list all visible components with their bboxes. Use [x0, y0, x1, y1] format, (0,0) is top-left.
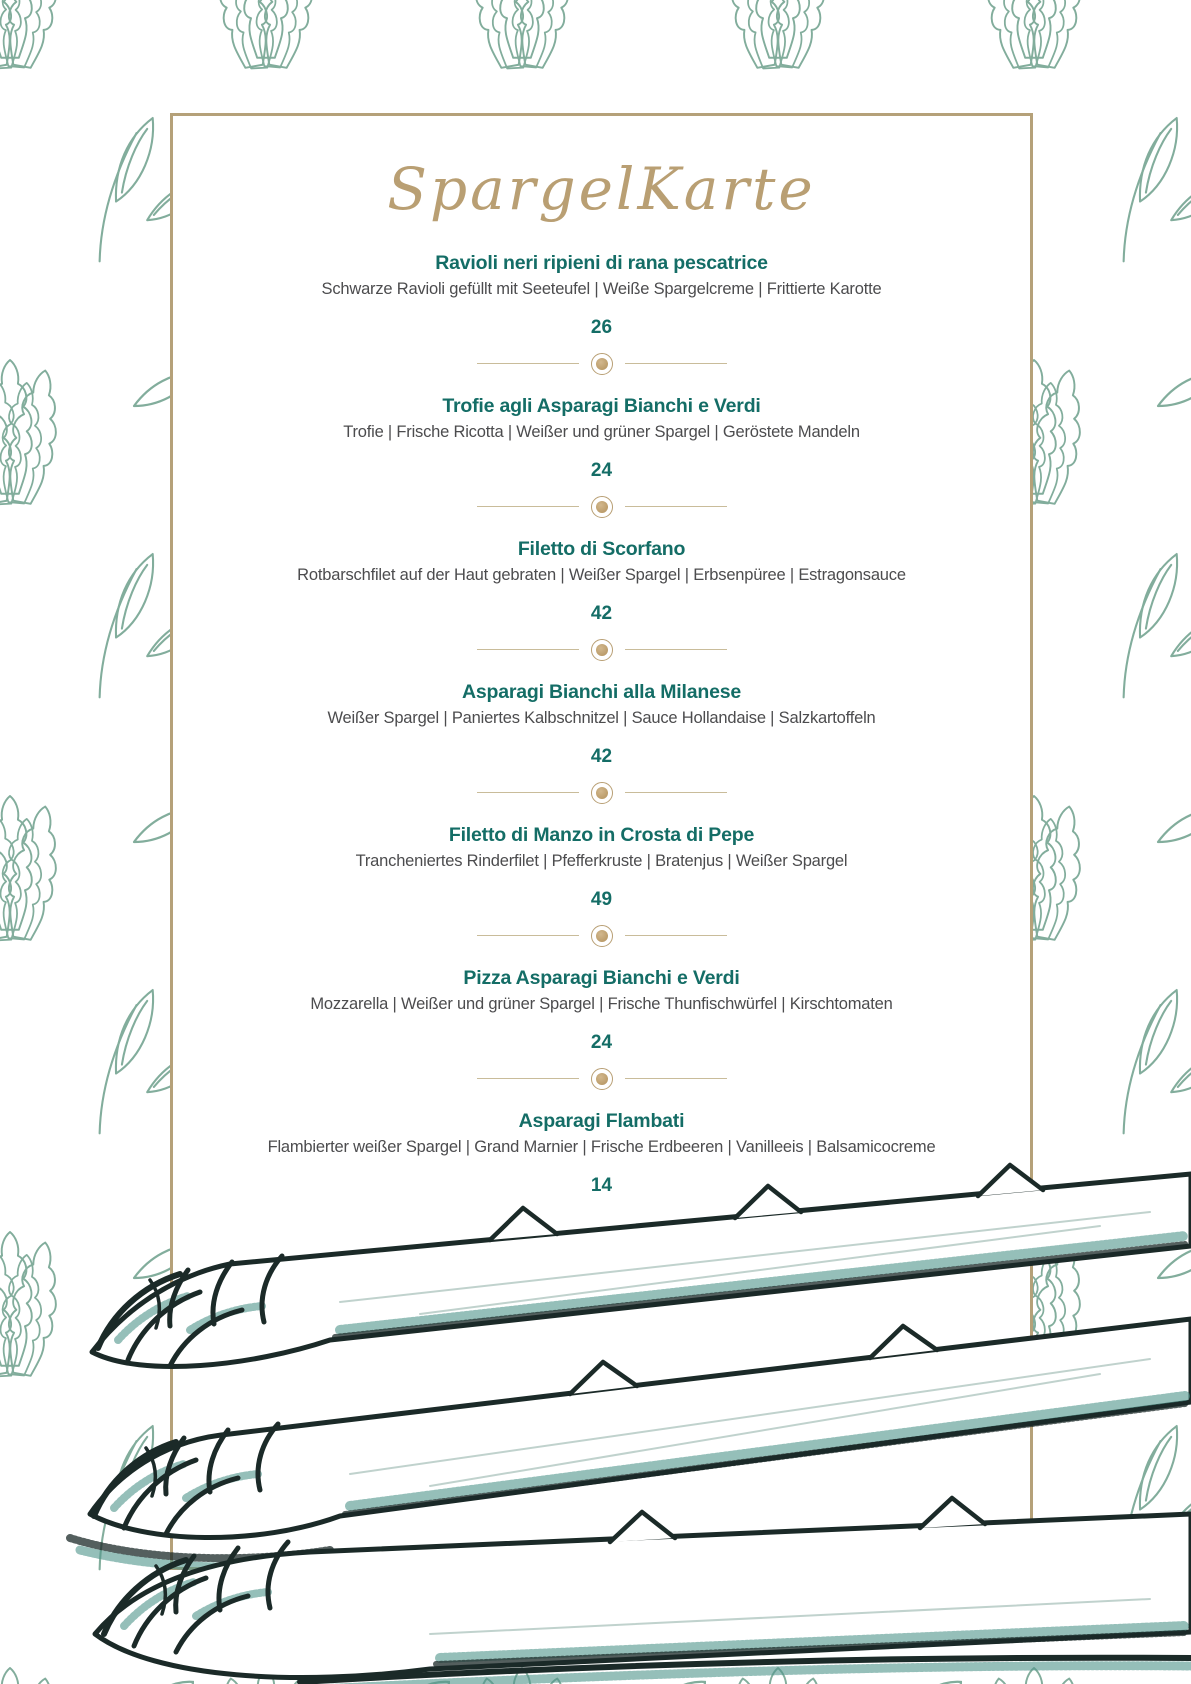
divider-dot-icon [596, 930, 608, 942]
divider-dot-icon [596, 1073, 608, 1085]
item-description: Trofie | Frische Ricotta | Weißer und grüner Spargel | Geröstete Mandeln [343, 422, 860, 441]
asparagus-illustration [0, 1134, 1191, 1684]
item-description: Mozzarella | Weißer und grüner Spargel | Frische Thunfischwürfel | Kirschtomaten [310, 994, 893, 1013]
divider-ornament [477, 1066, 727, 1092]
menu-item [170, 395, 1033, 482]
divider-line [477, 935, 579, 937]
menu-item [170, 681, 1033, 768]
divider-ornament [477, 494, 727, 520]
item-name: Filetto di Scorfano [517, 537, 686, 560]
divider-ornament [477, 780, 727, 806]
divider-ornament [477, 923, 727, 949]
divider-dot-icon [596, 358, 608, 370]
divider-line [477, 1078, 579, 1080]
menu-item [170, 538, 1033, 625]
divider-line [625, 363, 727, 365]
menu-item [170, 252, 1033, 339]
divider-line [625, 792, 727, 794]
divider-circle-icon [591, 353, 613, 375]
menu-item [170, 967, 1033, 1054]
divider-ornament [477, 351, 727, 377]
item-price: 49 [590, 888, 613, 910]
divider-dot-icon [596, 644, 608, 656]
divider-line [625, 935, 727, 937]
item-name: Trofie agli Asparagi Bianchi e Verdi [442, 394, 761, 417]
item-description: Rotbarschfilet auf der Haut gebraten | Weißer Spargel | Erbsenpüree | Estragonsauce [297, 565, 906, 584]
divider-dot-icon [596, 501, 608, 513]
item-name: Asparagi Flambati [518, 1109, 685, 1132]
menu-item [170, 824, 1033, 911]
divider-line [625, 649, 727, 651]
item-name: Filetto di Manzo in Crosta di Pepe [448, 823, 755, 846]
divider-ornament [477, 637, 727, 663]
divider-line [477, 506, 579, 508]
divider-circle-icon [591, 1068, 613, 1090]
divider-circle-icon [591, 925, 613, 947]
item-price: 24 [590, 1031, 613, 1053]
item-name: Pizza Asparagi Bianchi e Verdi [463, 966, 740, 989]
item-name: Ravioli neri ripieni di rana pescatrice [435, 251, 768, 274]
menu-item-list [170, 252, 1033, 1197]
divider-line [477, 792, 579, 794]
divider-circle-icon [591, 782, 613, 804]
divider-dot-icon [596, 787, 608, 799]
divider-line [625, 1078, 727, 1080]
divider-circle-icon [591, 496, 613, 518]
item-description: Schwarze Ravioli gefüllt mit Seeteufel | Weiße Spargelcreme | Frittierte Karotte [321, 279, 882, 298]
divider-line [625, 506, 727, 508]
item-name: Asparagi Bianchi alla Milanese [461, 680, 742, 703]
page-title: SpargelKarte [387, 155, 816, 223]
item-description: Flambierter weißer Spargel | Grand Marnier | Frische Erdbeeren | Vanilleeis | Balsamicocreme [267, 1137, 936, 1156]
item-price: 14 [590, 1174, 613, 1196]
divider-line [477, 649, 579, 651]
item-price: 26 [590, 316, 613, 338]
item-price: 42 [590, 745, 613, 767]
item-description: Trancheniertes Rinderfilet | Pfefferkruste | Bratenjus | Weißer Spargel [355, 851, 848, 870]
item-description: Weißer Spargel | Paniertes Kalbschnitzel | Sauce Hollandaise | Salzkartoffeln [327, 708, 876, 727]
menu-card [170, 113, 1033, 1209]
divider-line [477, 363, 579, 365]
item-price: 42 [590, 602, 613, 624]
item-price: 24 [590, 459, 613, 481]
divider-circle-icon [591, 639, 613, 661]
